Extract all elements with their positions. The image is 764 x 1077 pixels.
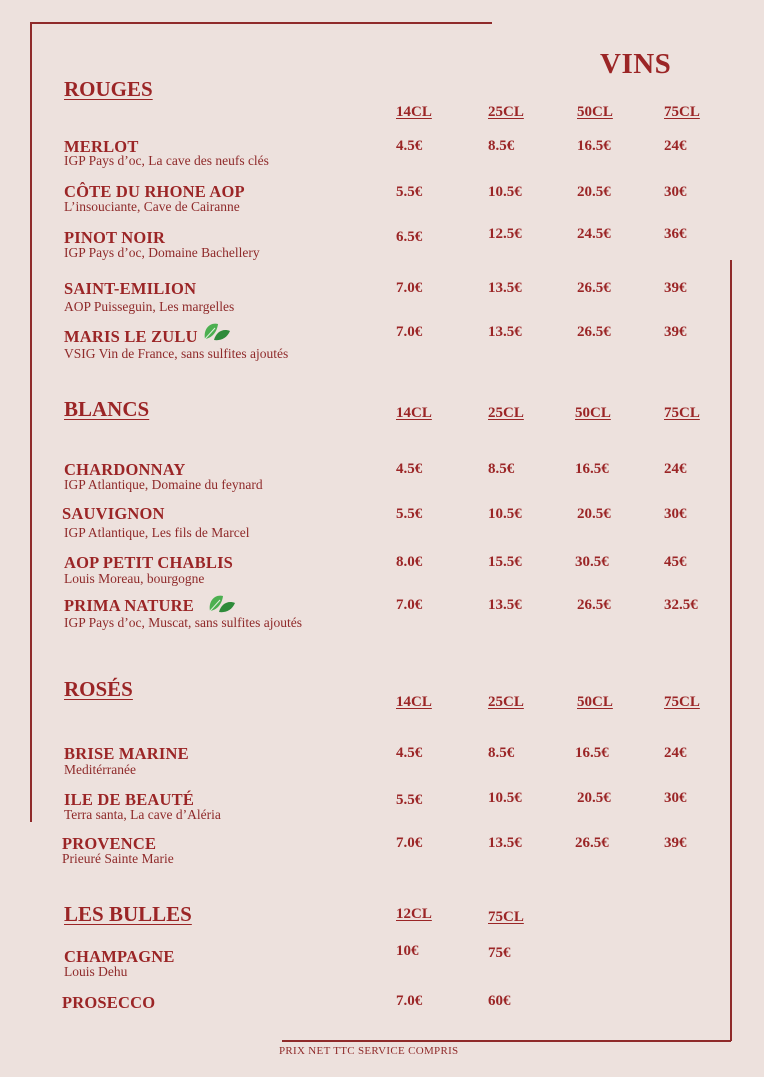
col-header-roses-14cl: 14CL [396, 694, 432, 710]
price-50cl: 20.5€ [577, 184, 611, 200]
wine-name: PROVENCE [62, 834, 157, 853]
price-75cl: 45€ [664, 554, 687, 570]
price-75cl: 32.5€ [664, 597, 698, 613]
price-50cl: 30.5€ [575, 554, 609, 570]
wine-name: SAUVIGNON [62, 504, 165, 523]
wine-name: CÔTE DU RHONE AOP [64, 182, 245, 201]
wine-name: PROSECCO [62, 993, 156, 1012]
price-25cl: 10.5€ [488, 506, 522, 522]
section-title-roses: ROSÉS [64, 677, 133, 701]
price-75cl: 75€ [488, 945, 511, 961]
price-75cl: 30€ [664, 506, 687, 522]
price-14cl: 4.5€ [396, 138, 423, 154]
price-14cl: 7.0€ [396, 597, 423, 613]
price-75cl: 39€ [664, 280, 687, 296]
col-header-rouges-50cl: 50CL [577, 104, 613, 120]
price-25cl: 13.5€ [488, 835, 522, 851]
wine-name: PINOT NOIR [64, 228, 166, 247]
leaf-icon [207, 591, 237, 615]
section-title-blancs: BLANCS [64, 397, 150, 421]
price-75cl: 39€ [664, 324, 687, 340]
col-header-rouges-14cl: 14CL [396, 104, 432, 120]
wine-description: IGP Pays d’oc, Muscat, sans sulfites ajoutés [64, 615, 302, 630]
col-header-roses-50cl: 50CL [577, 694, 613, 710]
col-header-bulles-75cl: 75CL [488, 909, 524, 925]
price-14cl: 7.0€ [396, 280, 423, 296]
wine-name: AOP PETIT CHABLIS [64, 553, 234, 572]
footer-note: PRIX NET TTC SERVICE COMPRIS [279, 1045, 459, 1057]
price-75cl: 24€ [664, 461, 687, 477]
price-75cl: 60€ [488, 993, 511, 1009]
price-25cl: 8.5€ [488, 461, 515, 477]
price-25cl: 15.5€ [488, 554, 522, 570]
wine-description: Meditérranée [64, 762, 136, 777]
price-25cl: 13.5€ [488, 597, 522, 613]
frame-bottom-line [282, 1040, 731, 1042]
price-50cl: 16.5€ [575, 461, 609, 477]
wine-name: SAINT-EMILION [64, 279, 197, 298]
price-50cl: 20.5€ [577, 506, 611, 522]
wine-name: ILE DE BEAUTÉ [64, 790, 195, 809]
price-12cl: 7.0€ [396, 993, 423, 1009]
price-50cl: 24.5€ [577, 226, 611, 242]
wine-description: IGP Atlantique, Domaine du feynard [64, 477, 263, 492]
price-50cl: 26.5€ [577, 324, 611, 340]
price-75cl: 30€ [664, 184, 687, 200]
page-title: VINS [600, 48, 672, 80]
price-50cl: 16.5€ [577, 138, 611, 154]
leaf-icon [202, 319, 232, 343]
col-header-rouges-75cl: 75CL [664, 104, 700, 120]
wine-description: IGP Atlantique, Les fils de Marcel [64, 525, 250, 540]
price-75cl: 39€ [664, 835, 687, 851]
price-50cl: 20.5€ [577, 790, 611, 806]
wine-description: Louis Moreau, bourgogne [64, 571, 205, 586]
price-50cl: 26.5€ [577, 597, 611, 613]
col-header-blancs-25cl: 25CL [488, 405, 524, 421]
wine-name: BRISE MARINE [64, 744, 189, 763]
wine-description: Terra santa, La cave d’Aléria [64, 807, 221, 822]
col-header-blancs-50cl: 50CL [575, 405, 611, 421]
wine-name: MARIS LE ZULU [64, 327, 198, 346]
wine-description: AOP Puisseguin, Les margelles [64, 299, 235, 314]
price-14cl: 8.0€ [396, 554, 423, 570]
price-75cl: 30€ [664, 790, 687, 806]
price-14cl: 5.5€ [396, 792, 423, 808]
price-50cl: 26.5€ [575, 835, 609, 851]
price-50cl: 16.5€ [575, 745, 609, 761]
price-14cl: 4.5€ [396, 745, 423, 761]
price-75cl: 36€ [664, 226, 687, 242]
price-25cl: 12.5€ [488, 226, 522, 242]
frame-top-line [30, 22, 492, 24]
col-header-roses-75cl: 75CL [664, 694, 700, 710]
price-12cl: 10€ [396, 943, 419, 959]
price-25cl: 8.5€ [488, 745, 515, 761]
price-14cl: 6.5€ [396, 229, 423, 245]
price-14cl: 5.5€ [396, 506, 423, 522]
wine-name: PRIMA NATURE [64, 596, 194, 615]
price-50cl: 26.5€ [577, 280, 611, 296]
frame-left-line [30, 22, 32, 822]
price-25cl: 13.5€ [488, 280, 522, 296]
price-25cl: 13.5€ [488, 324, 522, 340]
col-header-blancs-14cl: 14CL [396, 405, 432, 421]
col-header-blancs-75cl: 75CL [664, 405, 700, 421]
col-header-bulles-12cl: 12CL [396, 906, 432, 922]
section-title-bulles: LES BULLES [64, 902, 192, 926]
price-14cl: 4.5€ [396, 461, 423, 477]
price-25cl: 10.5€ [488, 184, 522, 200]
price-14cl: 7.0€ [396, 835, 423, 851]
section-title-rouges: ROUGES [64, 77, 153, 101]
wine-name: CHARDONNAY [64, 460, 186, 479]
wine-description: L’insouciante, Cave de Cairanne [64, 199, 240, 214]
price-14cl: 7.0€ [396, 324, 423, 340]
frame-right-line [730, 260, 732, 1041]
wine-description: Louis Dehu [64, 964, 128, 979]
price-25cl: 8.5€ [488, 138, 515, 154]
col-header-rouges-25cl: 25CL [488, 104, 524, 120]
wine-name: MERLOT [64, 137, 139, 156]
price-75cl: 24€ [664, 745, 687, 761]
price-25cl: 10.5€ [488, 790, 522, 806]
wine-name: CHAMPAGNE [64, 947, 175, 966]
wine-description: IGP Pays d’oc, La cave des neufs clés [64, 153, 269, 168]
col-header-roses-25cl: 25CL [488, 694, 524, 710]
price-14cl: 5.5€ [396, 184, 423, 200]
wine-description: IGP Pays d’oc, Domaine Bachellery [64, 245, 260, 260]
wine-description: Prieuré Sainte Marie [62, 851, 174, 866]
price-75cl: 24€ [664, 138, 687, 154]
wine-description: VSIG Vin de France, sans sulfites ajoutés [64, 346, 289, 361]
